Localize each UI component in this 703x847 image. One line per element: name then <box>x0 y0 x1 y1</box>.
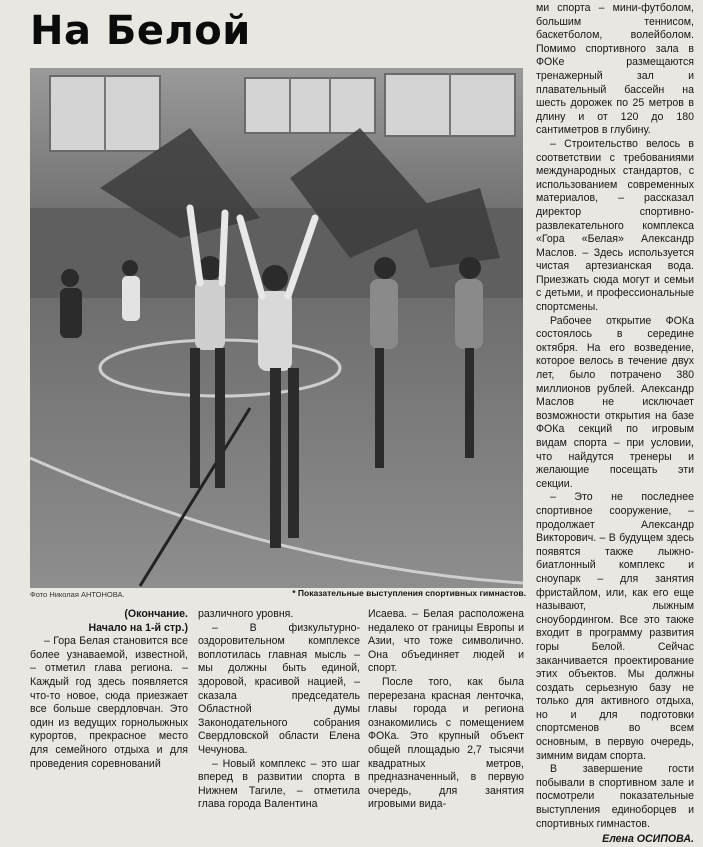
photo-caption: * Показательные выступления спортивных гимнастов. <box>292 588 526 598</box>
paragraph: – Гора Белая становится все более узнаваемой, известной, – отметил глава региона. – Каждый год здесь появляется что-то новое, сюда приезжает все больше свердловчан. Это один из ведущих горнолыжных курортов, прекрасное место для семейного отдыха и для проведения соревнований <box>30 635 188 770</box>
paragraph: ми спорта – мини-футболом, большим теннисом, баскетболом, волейболом. Помимо спортивного зала в ФОКе размещаются тренажерный зал и плавательный бассейн на шесть дорожек по 25 метров в длину и от 120 до 180 сантиметров в глубину. <box>536 2 694 137</box>
article-column-1 <box>30 608 188 771</box>
article-column-3 <box>368 608 524 812</box>
paragraph: В завершение гости побывали в спортивном зале и посмотрели показательные выступления единоборцев и спортивных гимнастов. <box>536 763 694 830</box>
continuation-note: (Окончание. <box>124 608 188 620</box>
continuation-note-2: Начало на 1-й стр.) <box>88 621 188 634</box>
paragraph: Рабочее открытие ФОКа состоялось в середине октября. На его возведение, которое велось в течение двух лет, было потрачено 380 миллионов рублей. Александр Маслов не исключает возможности открытия на базе ФОКа секций по игровым видам спорта – при условии, что найдутся тренеры и желающие посещать эти секции. <box>536 314 694 490</box>
article-column-2 <box>198 608 360 812</box>
article-photo <box>30 68 523 588</box>
paragraph: – В физкультурно-оздоровительном комплексе воплотилась главная мысль – мы должны быть единой, здоровой, красивой нацией, – сказала председатель Областной думы Законодательного собрания Свердловской области Елена Чечунова. <box>198 621 360 756</box>
paragraph: – Это не последнее спортивное сооружение, – продолжает Александр Викторович. – В будущем здесь появятся также лыжно-биатлонный комплекс и сноупарк – для занятия фристайлом, или, как его еще называют, лыжным сноубордингом. Все это также входит в программу развития горы Белой. Сейчас заканчивается проектирование этих объектов. Мы должны создать серьезную базу не только для активного отдыха, но и для подготовки спортсменов во всем основным, в первую очередь, зимним видам спорта. <box>536 491 694 762</box>
author-signature: Елена ОСИПОВА. <box>602 833 694 846</box>
paragraph: – Новый комплекс – это шаг вперед в развитии спорта в Нижнем Тагиле, – отметила глава города Валентина <box>198 757 360 811</box>
paragraph: Исаева. – Белая расположена недалеко от границы Европы и Азии, что тоже символично. Она объединяет людей и спорт. <box>368 608 524 675</box>
photo-credit: Фото Николая АНТОНОВА. <box>30 590 125 599</box>
headline: На Белой <box>30 8 251 54</box>
article-column-4 <box>536 2 694 847</box>
gymnasts-photo-illustration <box>30 68 523 588</box>
paragraph: – Строительство велось в соответствии с требованиями международных стандартов, с использованием современных материалов, – рассказал директор спортивно-развлекательного комплекса «Гора «Белая» Александр Маслов. – Здесь используется чистая артезианская вода. Приезжать сюда могут и семьи с детьми, и профессиональные спортсмены. <box>536 137 694 314</box>
paragraph: После того, как была перерезана красная ленточка, главы города и региона ознакомились с помещением ФОКа. Это крупный объект общей площадью 2,7 тысячи квадратных метров, предназначенный, в первую очередь, для занятия игровыми вида- <box>368 675 524 811</box>
paragraph: различного уровня. <box>198 608 294 620</box>
